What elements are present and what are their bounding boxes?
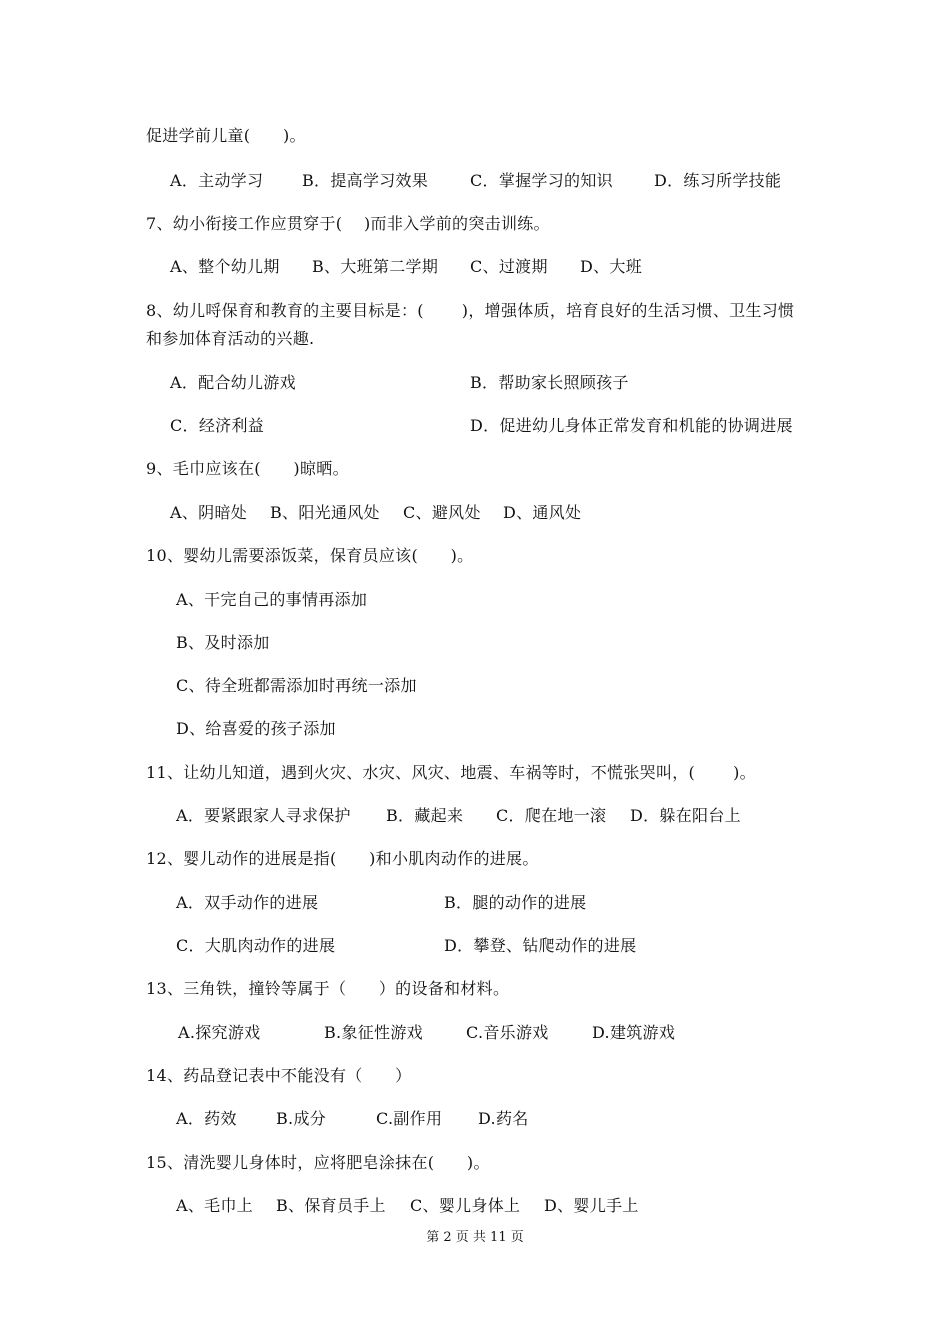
question-stem: 12、婴儿动作的进展是指( )和小肌肉动作的进展。 [146,849,539,868]
option-d: D.药名 [478,1109,529,1128]
option-a: A．主动学习 [170,171,264,190]
option-b: B、保育员手上 [276,1196,386,1215]
option-b: B、及时添加 [176,633,270,652]
question-stem: 促进学前儿童( )。 [146,126,306,145]
question-stem: 9、毛巾应该在( )晾晒。 [146,459,349,478]
option-a: A、阴暗处 [170,503,248,522]
option-b: B.象征性游戏 [324,1023,423,1042]
question-stem: 14、药品登记表中不能没有（ ） [146,1066,412,1085]
option-c: C．掌握学习的知识 [470,171,613,190]
option-d: D．攀登、钻爬动作的进展 [444,936,637,955]
option-c: C．大肌肉动作的进展 [176,936,336,955]
option-a: A、毛巾上 [176,1196,254,1215]
option-c: C．经济利益 [170,416,265,435]
option-b: B．藏起来 [386,806,464,825]
option-c: C.音乐游戏 [466,1023,549,1042]
option-a: A．双手动作的进展 [176,893,319,912]
option-d: D、通风处 [503,503,582,522]
option-d: D．躲在阳台上 [630,806,741,825]
option-c: C、待全班都需添加时再统一添加 [176,676,417,695]
option-a: A．配合幼儿游戏 [170,373,296,392]
option-a: A．要紧跟家人寻求保护 [176,806,351,825]
question-stem: 11、让幼儿知道，遇到火灾、水灾、风灾、地震、车祸等时，不慌张哭叫，( )。 [146,763,756,782]
option-a: A、整个幼儿期 [170,257,280,276]
question-stem: 8、幼儿哷保育和教育的主要目标是：( )，增强体质，培育良好的生活习惯、卫生习惯 [146,301,795,320]
option-a: A.探究游戏 [178,1023,261,1042]
question-stem: 7、幼小衔接工作应贯穿于( )而非入学前的突击训练。 [146,214,550,233]
option-c: C、过渡期 [470,257,548,276]
option-b: B、阳光通风处 [270,503,380,522]
option-b: B．腿的动作的进展 [444,893,587,912]
option-d: D、婴儿手上 [544,1196,639,1215]
question-stem: 10、婴幼儿需要添饭菜，保育员应该( )。 [146,546,474,565]
option-d: D．促进幼儿身体正常发育和机能的协调进展 [470,416,793,435]
option-c: C、婴儿身体上 [410,1196,521,1215]
option-d: D、给喜爱的孩子添加 [176,719,336,738]
option-d: D、大班 [580,257,643,276]
question-stem-continued: 和参加体育活动的兴趣. [146,329,315,348]
option-b: B.成分 [276,1109,327,1128]
option-a: A．药效 [176,1109,237,1128]
option-b: B．提高学习效果 [302,171,429,190]
option-b: B、大班第二学期 [312,257,439,276]
option-a: A、干完自己的事情再添加 [176,590,368,609]
page-number-footer: 第 2 页 共 11 页 [426,1230,524,1245]
option-b: B．帮助家长照顾孩子 [470,373,629,392]
question-stem: 13、三角铁，撞铃等属于（ ）的设备和材料。 [146,979,510,998]
option-d: D．练习所学技能 [654,171,782,190]
option-c: C、避风处 [403,503,481,522]
question-stem: 15、清洗婴儿身体时，应将肥皂涂抹在( )。 [146,1153,490,1172]
option-c: C．爬在地一滚 [496,806,607,825]
option-c: C.副作用 [376,1109,443,1128]
option-d: D.建筑游戏 [592,1023,676,1042]
